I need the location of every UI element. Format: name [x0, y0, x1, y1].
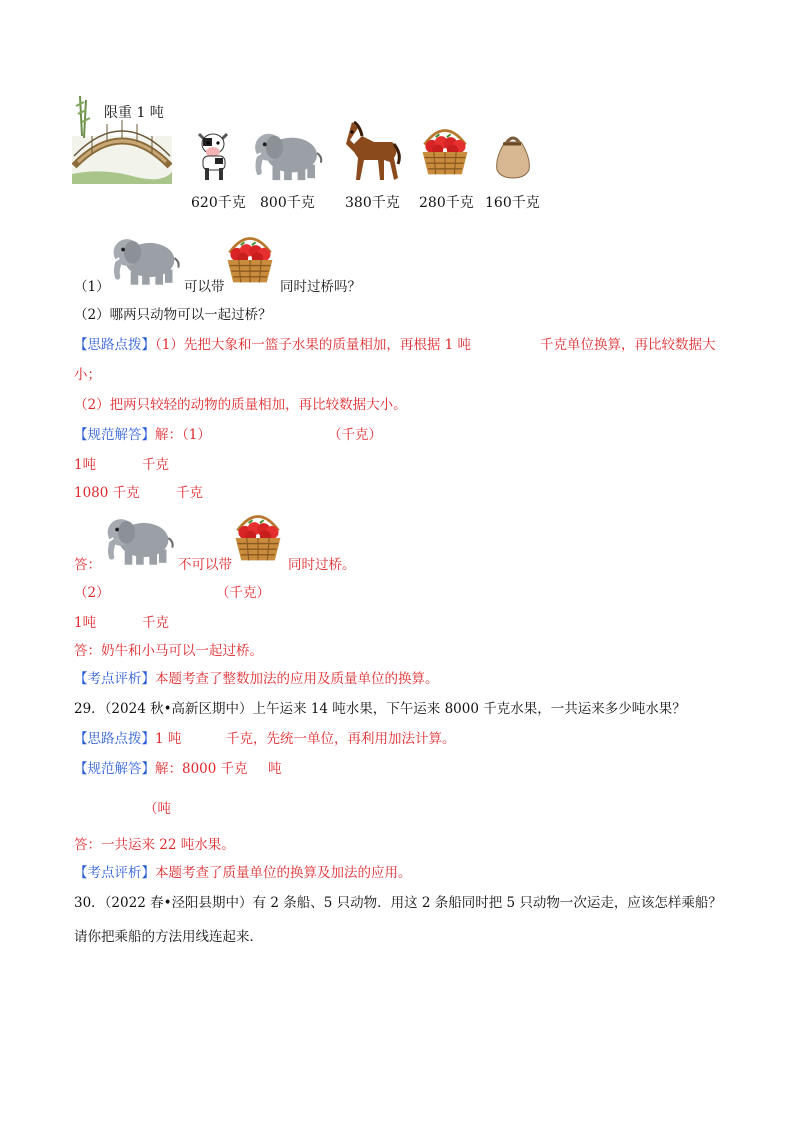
unit-kg: （千克）	[328, 427, 382, 443]
q28-eval	[74, 670, 439, 688]
part-label: （1）	[74, 279, 110, 295]
sack-icon	[491, 128, 535, 180]
q28-answer-line	[74, 426, 211, 444]
hint-tag: 【思路点拨】	[74, 731, 155, 747]
weight-fruit-basket: 280千克	[419, 195, 474, 211]
weight-horse: 380千克	[345, 195, 400, 211]
q28-hint-line1-wrap: 小；	[74, 367, 101, 383]
kg-label-3: 千克	[142, 615, 169, 631]
q28-hint-line1-end: 千克单位换算，再比较数据大	[540, 337, 716, 353]
kg-label-2: 千克	[176, 485, 203, 501]
bridge-weight-limit: 限重 1 吨	[104, 105, 164, 121]
answer1-prefix: 答：	[74, 557, 101, 573]
q29-unit-ton: （吨	[144, 801, 171, 817]
cow-icon	[193, 128, 233, 182]
eval-tag: 【考点评析】	[74, 671, 155, 687]
horse-icon	[340, 118, 402, 184]
q30-instruction: 请你把乘船的方法用线连起来．	[74, 929, 263, 945]
eval-text: 本题考查了整数加法的应用及质量单位的换算。	[155, 671, 439, 687]
part2-label: （2）	[74, 585, 110, 601]
fruit-basket-icon	[230, 508, 286, 568]
fruit-basket-icon	[222, 230, 278, 290]
q29-final-answer: 答：一共运来 22 吨水果。	[74, 837, 235, 853]
answer-text: 解：8000 千克	[155, 761, 248, 777]
elephant-icon	[100, 510, 176, 570]
q29-answer-unit: 吨	[268, 761, 282, 777]
elephant-icon	[106, 230, 182, 290]
answer-start: 解：（1）	[155, 427, 211, 443]
hint-tag: 【思路点拨】	[74, 337, 155, 353]
q29-question: 29．（2024 秋•高新区期中）上午运来 14 吨水果，下午运来 8000 千克水果，一共运来多少吨水果？	[74, 701, 686, 717]
answer-tag: 【规范解答】	[74, 427, 155, 443]
q29-eval	[74, 864, 412, 882]
kg-1080: 1080 千克	[74, 485, 140, 501]
eval-text: 本题考查了质量单位的换算及加法的应用。	[155, 865, 412, 881]
weight-elephant: 800千克	[260, 195, 315, 211]
answer1-mid: 不可以带	[178, 557, 232, 573]
weight-sack: 160千克	[485, 195, 540, 211]
q28-hint-line1	[74, 336, 471, 354]
kg-label: 千克	[142, 457, 169, 473]
q28-part2: （2）哪两只动物可以一起过桥？	[74, 307, 272, 323]
ton-label: 1吨	[74, 457, 97, 473]
elephant-icon	[247, 126, 325, 184]
q28-part1-mid: 可以带	[184, 279, 225, 295]
q28-part1-suffix: 同时过桥吗？	[280, 279, 361, 295]
weight-cow: 620千克	[191, 195, 246, 211]
answer1-suffix: 同时过桥。	[288, 557, 356, 573]
ton-label-2: 1吨	[74, 615, 97, 631]
q28-part1	[74, 278, 110, 296]
q29-hint	[74, 730, 181, 748]
hint-text: 1 吨	[155, 731, 182, 747]
q29-hint-end: 千克，先统一单位，再利用加法计算。	[226, 731, 456, 747]
q28-hint-line2: （2）把两只较轻的动物的质量相加，再比较数据大小。	[74, 397, 407, 413]
answer2: 答：奶牛和小马可以一起过桥。	[74, 643, 263, 659]
answer-tag: 【规范解答】	[74, 761, 155, 777]
q29-answer	[74, 760, 248, 778]
hint-text: （1）先把大象和一篮子水果的质量相加，再根据 1 吨	[155, 337, 472, 353]
q30-question: 30．（2022 春•泾阳县期中）有 2 条船、5 只动物．用这 2 条船同时把 5 只动物一次运走，应该怎样乘船？	[74, 895, 722, 911]
eval-tag: 【考点评析】	[74, 865, 155, 881]
fruit-basket-icon	[417, 122, 473, 182]
unit-kg-2: （千克）	[216, 585, 270, 601]
